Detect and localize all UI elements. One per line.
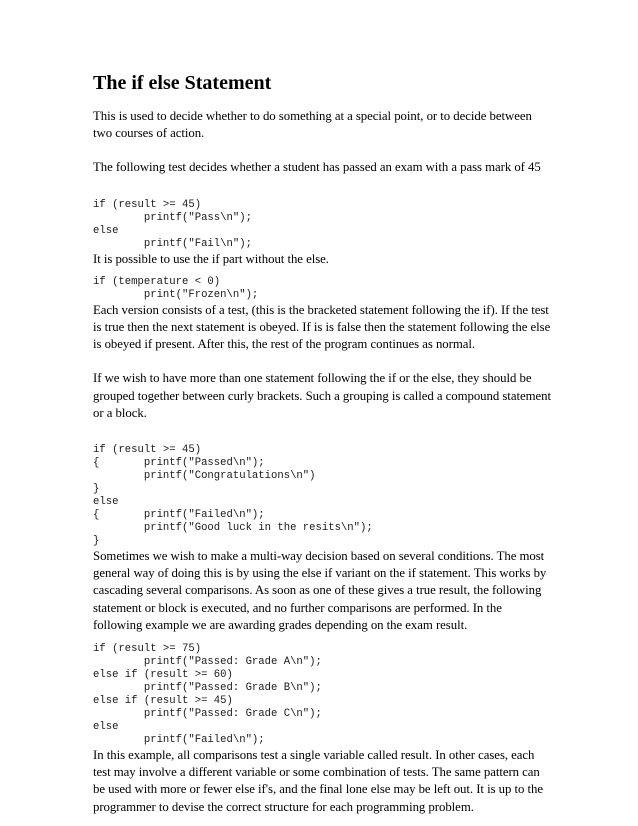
version-explanation-paragraph: Each version consists of a test, (this is the bracketed statement following the if). If the test is true then the next statement is obeyed. If is is false then the statement following the else is obeyed if present. After this, the rest of the program continues as normal. — [93, 302, 551, 352]
code-block-compound: if (result >= 45) { printf("Passed\n"); printf("Congratulations\n") } else { printf("Failed\n"); printf("Good luck in the resits\n"); } — [93, 444, 373, 548]
document-page — [93, 70, 553, 816]
intro-paragraph: This is used to decide whether to do something at a special point, or to decide between two courses of action. — [93, 109, 532, 141]
conclusion-paragraph: In this example, all comparisons test a single variable called result. In other cases, each test may involve a different variable or some combination of tests. The same pattern can be used with more or fewer else if's, and the final lone else may be left out. It is up to the programmer to devise the correct structure for each programming problem. — [93, 748, 543, 814]
code-block-else-if: if (result >= 75) printf("Passed: Grade A\n"); else if (result >= 60) printf("Passed: Grade B\n"); else if (result >= 45) printf("Passed: Grade C\n"); else printf("Failed\n"); — [93, 643, 322, 747]
page-title: The if else Statement — [93, 72, 272, 94]
code-block-if-else: if (result >= 45) printf("Pass\n"); else printf("Fail\n"); — [93, 198, 252, 250]
code-block-temperature: if (temperature < 0) print("Frozen\n"); — [93, 275, 259, 301]
pass-mark-paragraph: The following test decides whether a student has passed an exam with a pass mark of 45 — [93, 160, 541, 175]
compound-statement-paragraph: If we wish to have more than one statement following the if or the else, they should be grouped together between curly brackets. Such a grouping is called a compound statement or a block. — [93, 371, 551, 420]
if-without-else-paragraph: It is possible to use the if part without the else. — [93, 251, 329, 266]
multi-way-paragraph: Sometimes we wish to make a multi-way decision based on several conditions. The most general way of doing this is by using the else if variant on the if statement. This works by cascading several comparisons. As soon as one of these gives a true result, the following statement or block is executed, and no further comparisons are performed. In the following example we are awarding grades depending on the exam result. — [93, 549, 547, 632]
